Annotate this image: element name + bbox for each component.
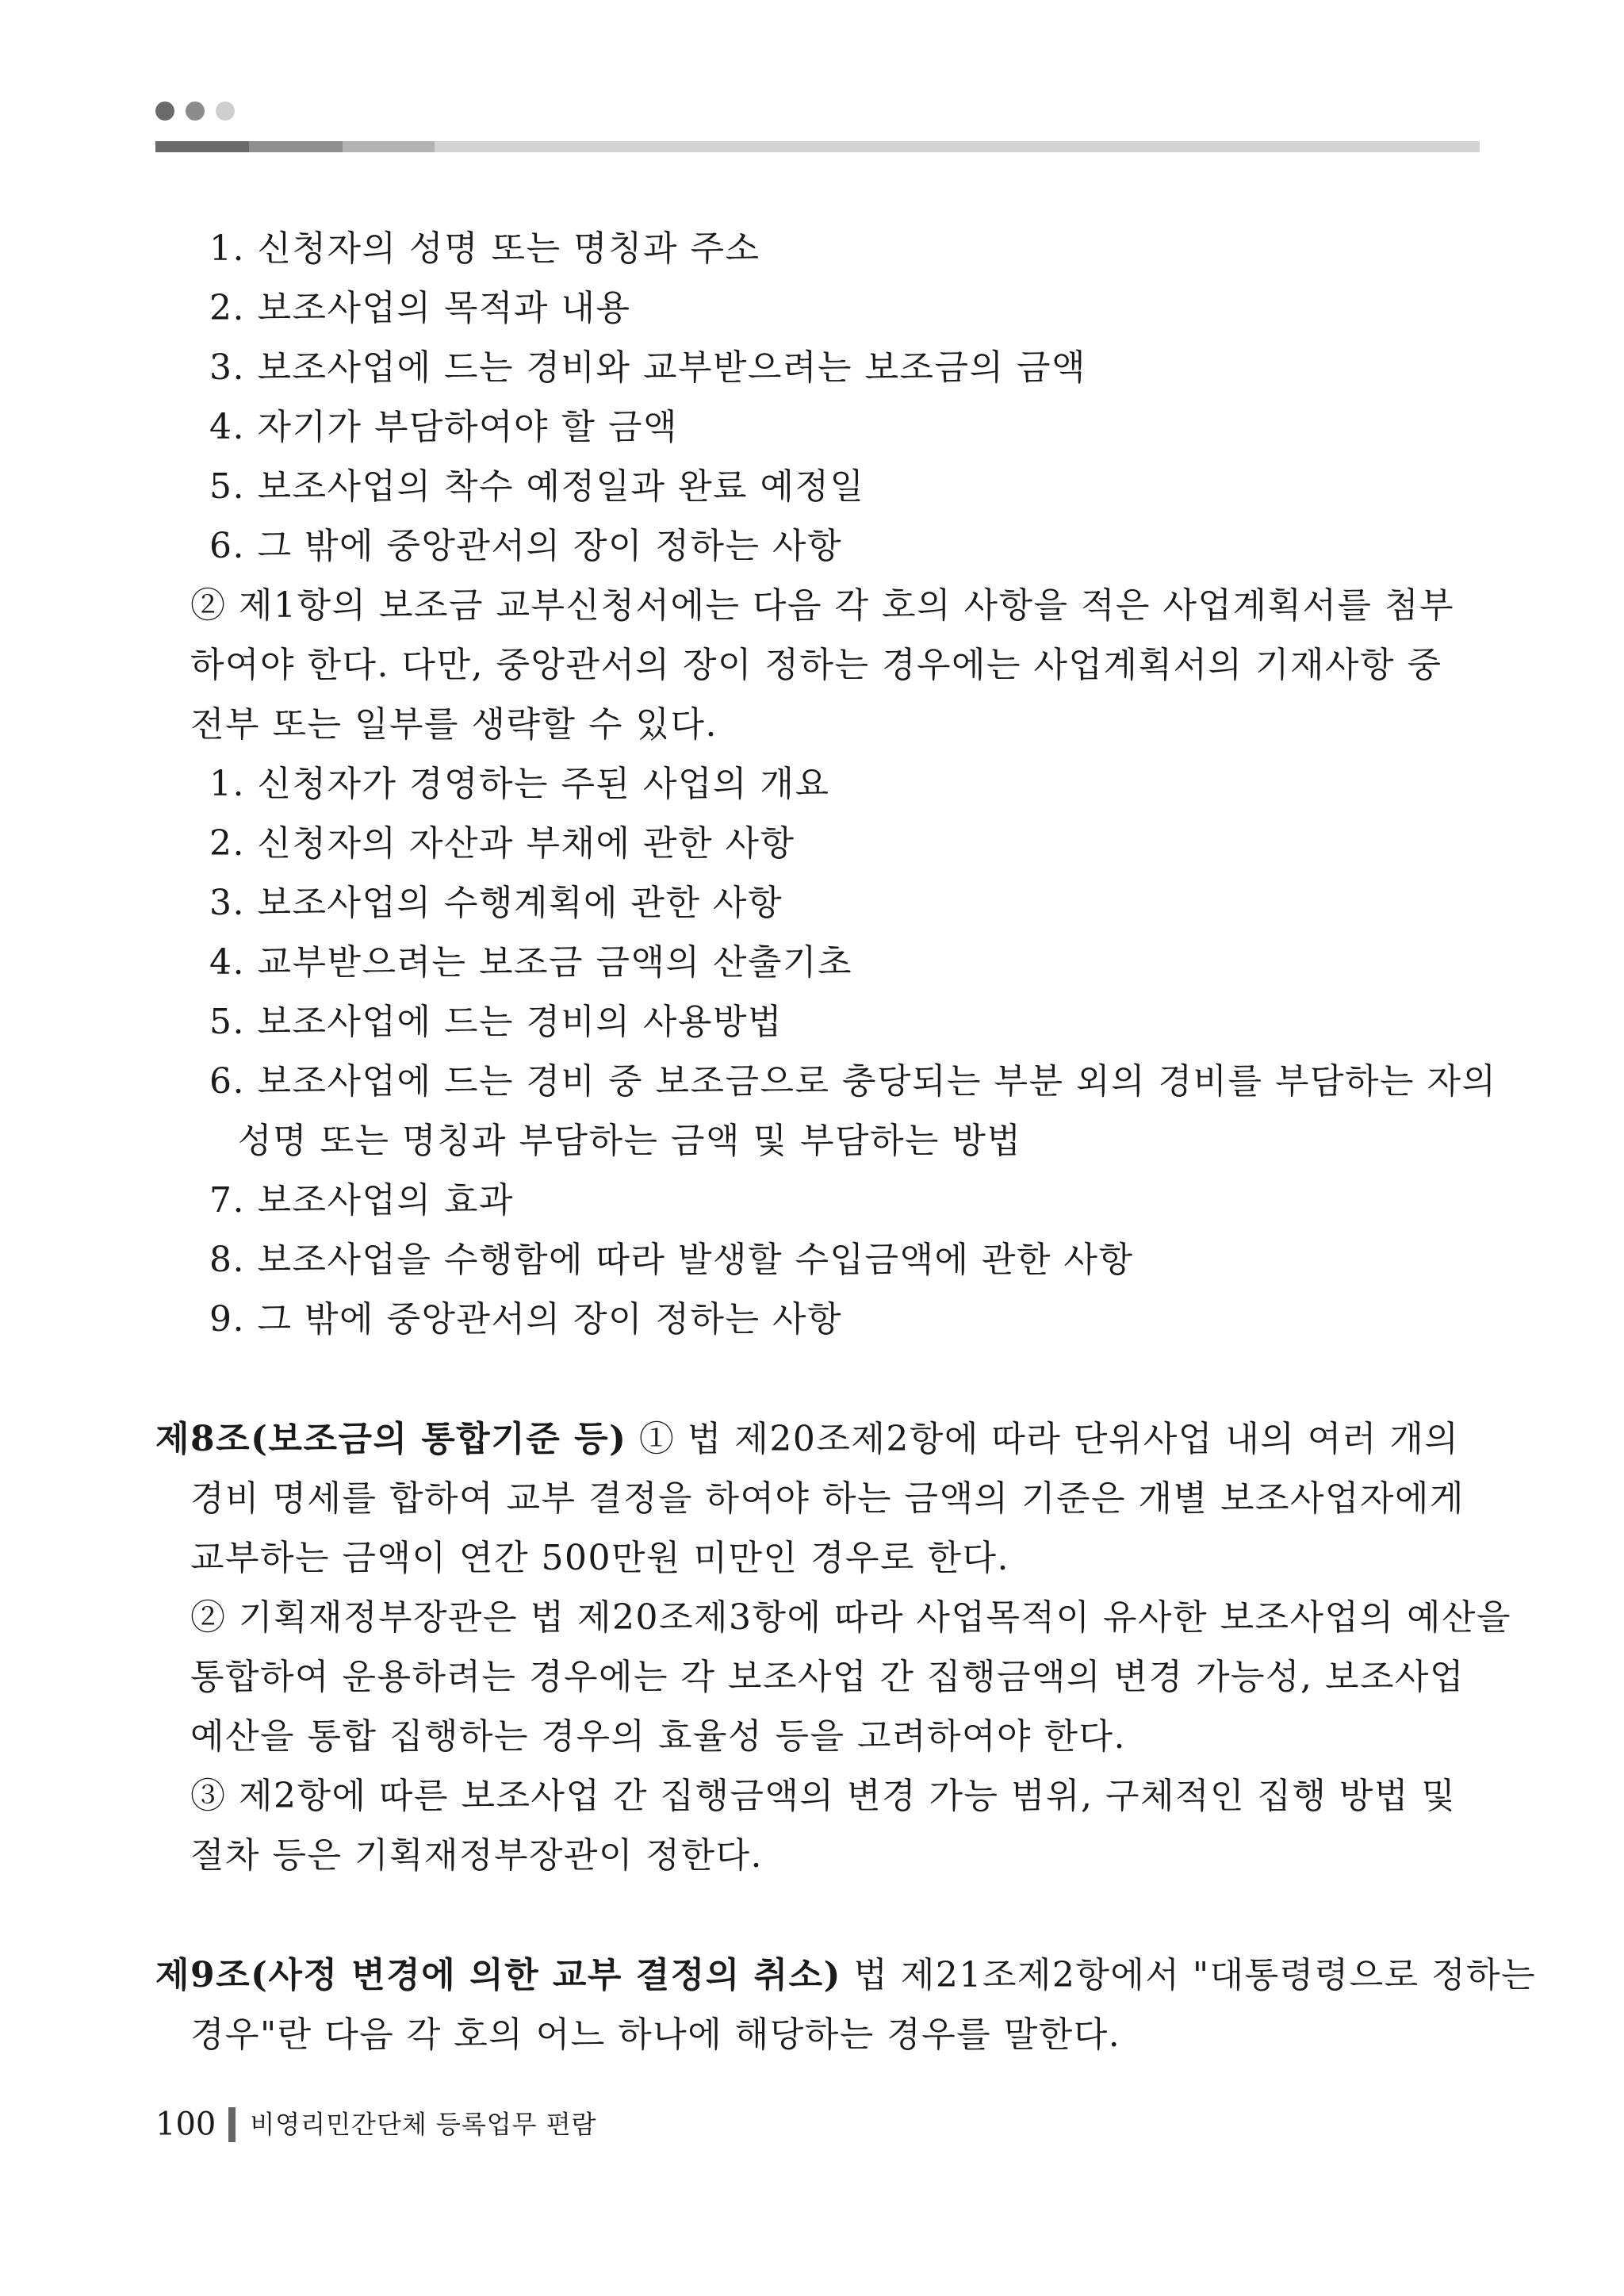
- article-9-first-line: [155, 1945, 1537, 2005]
- article-8-text: ① 법 제20조제2항에 따라 단위사업 내의 여러 개의: [626, 1419, 1460, 1459]
- paragraph-line: ② 기획재정부장관은 법 제20조제3항에 따라 사업목적이 유사한 보조사업의 예산을: [190, 1597, 1511, 1638]
- list-item-continuation: 성명 또는 명칭과 부담하는 금액 및 부담하는 방법: [238, 1121, 1022, 1161]
- list-item: 3. 보조사업에 드는 경비와 교부받으려는 보조금의 금액: [209, 347, 1086, 388]
- list-item: 5. 보조사업에 드는 경비의 사용방법: [209, 1002, 783, 1042]
- paragraph-line: 통합하여 운용하려는 경우에는 각 보조사업 간 집행금액의 변경 가능성, 보조사업: [190, 1657, 1465, 1697]
- paragraph-line: ② 제1항의 보조금 교부신청서에는 다음 각 호의 사항을 적은 사업계획서를 첨부: [190, 585, 1454, 626]
- section-gap: [155, 1885, 1480, 1945]
- article-9-text: 법 제21조제2항에서 "대통령령으로 정하는: [841, 1955, 1537, 1995]
- list-item: 4. 자기가 부담하여야 할 금액: [209, 407, 678, 447]
- list-item: 7. 보조사업의 효과: [209, 1180, 514, 1221]
- list-item: 5. 보조사업의 착수 예정일과 완료 예정일: [209, 466, 865, 507]
- paragraph-line: 경비 명세를 합하여 교부 결정을 하여야 하는 금액의 기준은 개별 보조사업자에게: [190, 1478, 1465, 1519]
- paragraph-line: ③ 제2항에 따른 보조사업 간 집행금액의 변경 가능 범위, 구체적인 집행 방법 및: [190, 1776, 1457, 1816]
- section-gap: [155, 1349, 1480, 1409]
- footer-divider: [228, 2107, 236, 2142]
- page-body: [155, 219, 1537, 2064]
- paragraph-line: 예산을 통합 집행하는 경우의 효율성 등을 고려하여야 한다.: [190, 1716, 1126, 1757]
- list-item: 6. 그 밖에 중앙관서의 장이 정하는 사항: [209, 526, 842, 566]
- paragraph-line: 교부하는 금액이 연간 500만원 미만인 경우로 한다.: [190, 1538, 1009, 1578]
- list-item: 3. 보조사업의 수행계획에 관한 사항: [209, 883, 783, 923]
- book-title: 비영리민간단체 등록업무 편람: [250, 2109, 597, 2140]
- header-dot: [186, 102, 205, 121]
- page-footer: [155, 2100, 597, 2148]
- list-item: 6. 보조사업에 드는 경비 중 보조금으로 충당되는 부분 외의 경비를 부담하는 자의: [209, 1061, 1497, 1102]
- list-item: 2. 보조사업의 목적과 내용: [209, 288, 631, 328]
- list-item: 1. 신청자가 경영하는 주된 사업의 개요: [209, 764, 830, 804]
- header-dot: [155, 102, 174, 121]
- header-rule-segment: [249, 141, 343, 152]
- article-8-heading: 제8조(보조금의 통합기준 등): [155, 1419, 627, 1459]
- list-item: 9. 그 밖에 중앙관서의 장이 정하는 사항: [209, 1299, 842, 1340]
- list-item: 4. 교부받으려는 보조금 금액의 산출기초: [209, 942, 852, 983]
- header-dot: [216, 102, 235, 121]
- article-8-first-line: [155, 1409, 1480, 1469]
- list-item: 2. 신청자의 자산과 부채에 관한 사항: [209, 823, 795, 864]
- paragraph-line: 전부 또는 일부를 생략할 수 있다.: [190, 704, 718, 745]
- paragraph-line: 절차 등은 기획재정부장관이 정한다.: [190, 1835, 764, 1876]
- paragraph-line: 하여야 한다. 다만, 중앙관서의 장이 정하는 경우에는 사업계획서의 기재사항 중: [190, 645, 1442, 685]
- list-item: 8. 보조사업을 수행함에 따라 발생할 수입금액에 관한 사항: [209, 1240, 1134, 1280]
- list-item: 1. 신청자의 성명 또는 명칭과 주소: [209, 228, 760, 269]
- header-rule-segment: [343, 141, 435, 152]
- article-9-heading: 제9조(사정 변경에 의한 교부 결정의 취소): [155, 1955, 841, 1995]
- header-rule: [155, 141, 1480, 152]
- header-rule-segment: [155, 141, 249, 152]
- page-number: 100: [155, 2106, 216, 2143]
- paragraph-line: 경우"란 다음 각 호의 어느 하나에 해당하는 경우를 말한다.: [190, 2014, 1121, 2055]
